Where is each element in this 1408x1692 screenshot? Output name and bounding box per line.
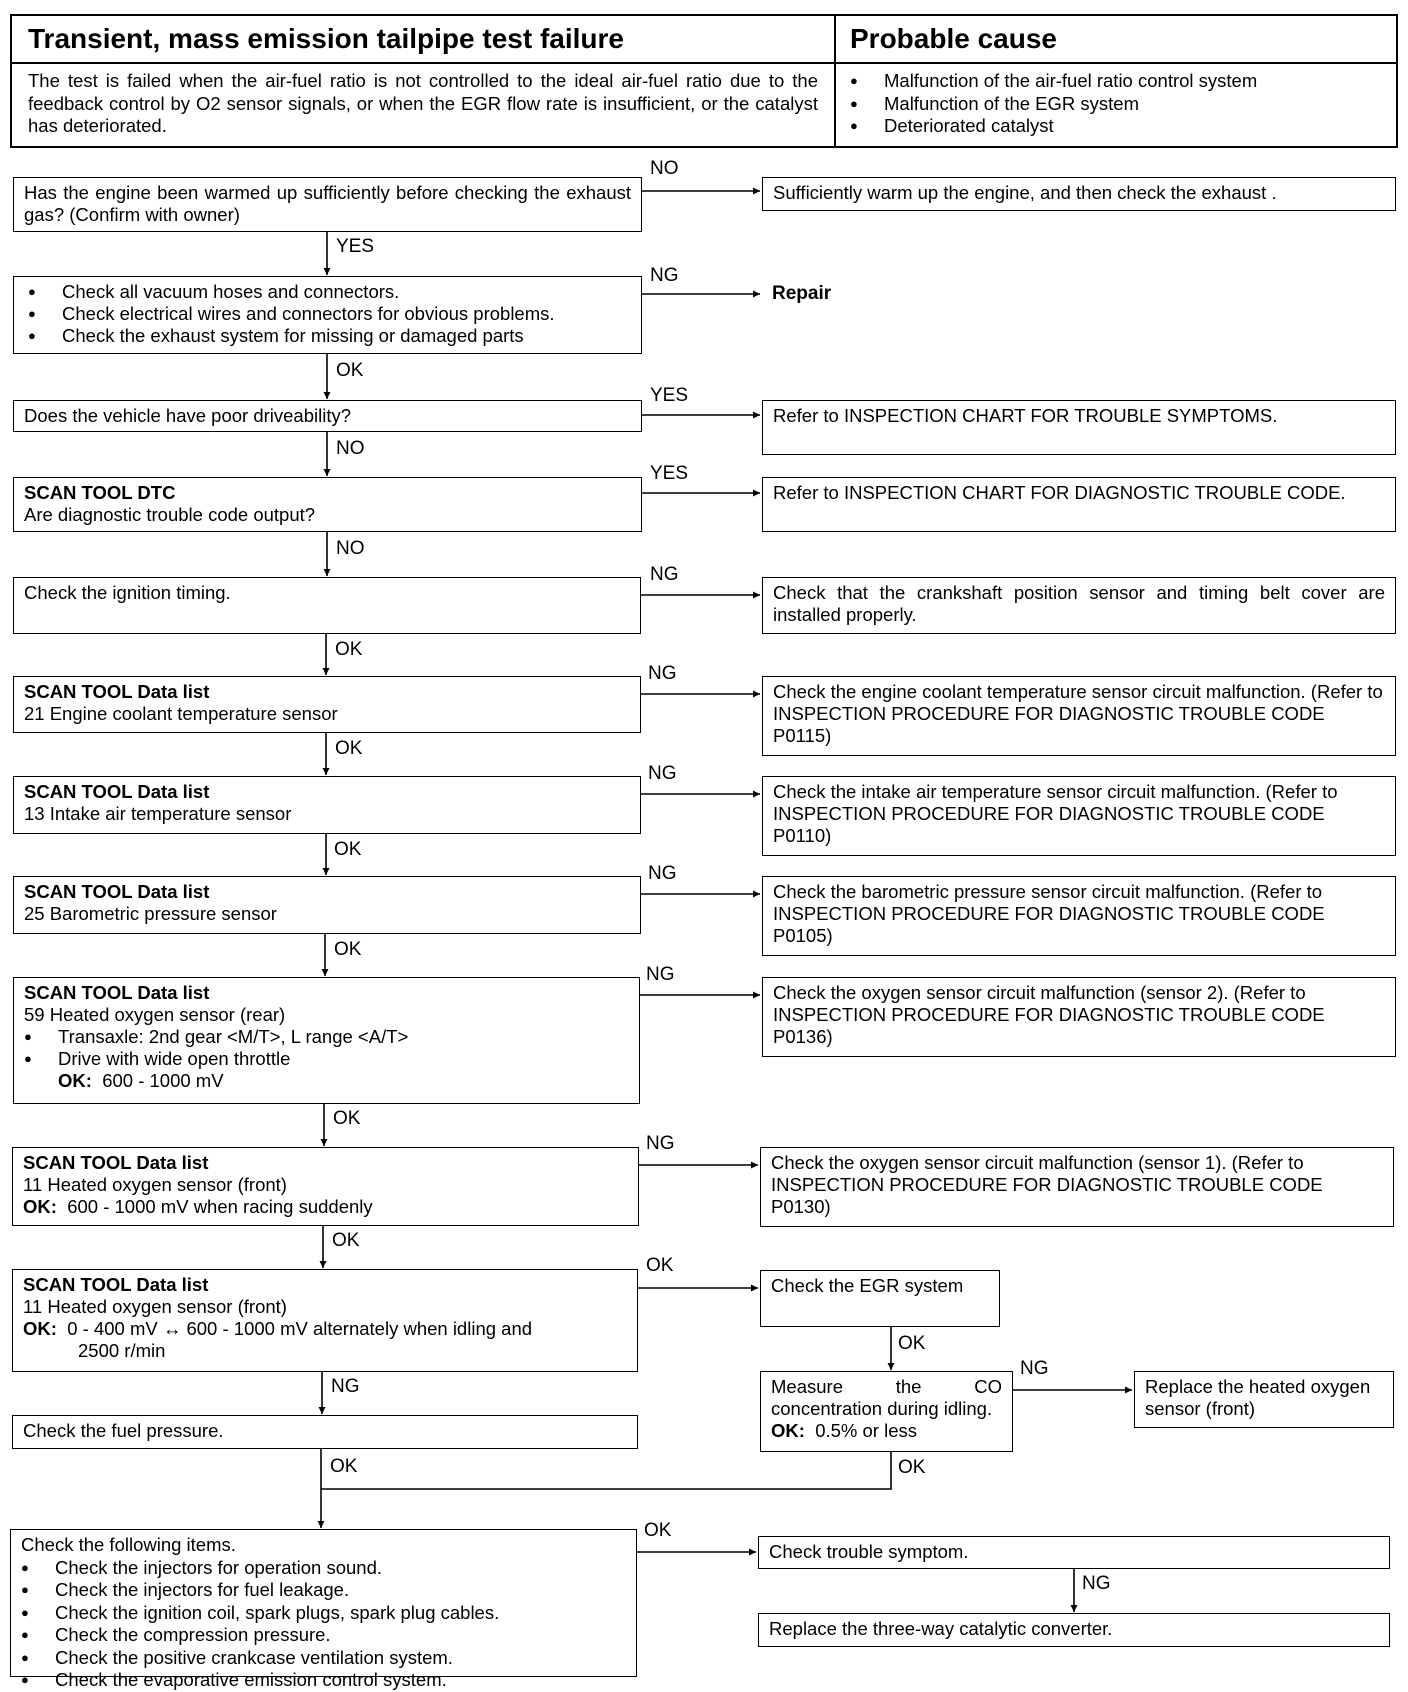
ok-label: OK:: [23, 1318, 57, 1339]
result-o2-front: [760, 1147, 1394, 1227]
branch-label-ng: NG: [650, 265, 679, 286]
branch-label-no: NO: [336, 438, 365, 459]
step-title: SCAN TOOL Data list: [23, 1274, 209, 1295]
step-text: Are diagnostic trouble code output?: [24, 504, 316, 525]
branch-label-ok: OK: [646, 1255, 674, 1276]
step-text: Does the vehicle have poor driveability?: [24, 405, 352, 426]
ok-value: 0.5% or less: [815, 1420, 917, 1441]
result-repair: Repair: [772, 283, 832, 304]
result-text: Replace the heated oxygen sensor (front): [1145, 1376, 1371, 1419]
step-item: ● Check all vacuum hoses and connectors.: [28, 281, 631, 303]
step-text: 59 Heated oxygen sensor (rear): [24, 1004, 286, 1025]
result-text: Check trouble symptom.: [769, 1541, 969, 1562]
branch-label-ok: OK: [332, 1230, 360, 1251]
result-ect: [762, 676, 1396, 756]
step-text: Check the following items.: [21, 1534, 236, 1555]
step-title: SCAN TOOL Data list: [24, 781, 210, 802]
step-scan-o2-front-racing: [12, 1147, 639, 1226]
result-text: Refer to INSPECTION CHART FOR TROUBLE SYMPTOMS.: [773, 405, 1278, 426]
result-text: Replace the three-way catalytic converter.: [769, 1618, 1113, 1639]
step-final-checklist: [10, 1529, 637, 1690]
branch-label-ok: OK: [898, 1457, 926, 1478]
step-ok-criteria: [23, 1318, 627, 1340]
step-title: SCAN TOOL DTC: [24, 482, 176, 503]
cause-item: ● Malfunction of the air-fuel ratio control system: [850, 70, 1382, 93]
probable-cause-title: Probable cause: [836, 16, 1396, 64]
result-check-symptom: [758, 1536, 1390, 1569]
branch-label-ok: OK: [333, 1108, 361, 1129]
result-text: Check the intake air temperature sensor circuit malfunction. (Refer to INSPECTION PROCEDURE FOR DIAGNOSTIC TROUBLE CODE P0110): [773, 781, 1338, 846]
result-egr: [760, 1270, 1000, 1327]
branch-label-ok: OK: [334, 939, 362, 960]
result-ok-criteria: [771, 1420, 1002, 1442]
ok-value: 0 - 400 mV ↔ 600 - 1000 mV alternately when idling and: [67, 1318, 533, 1339]
step-item: ● Check the positive crankcase ventilation system.: [21, 1647, 626, 1670]
branch-label-ok: OK: [898, 1333, 926, 1354]
result-text: Check the engine coolant temperature sensor circuit malfunction. (Refer to INSPECTION PROCEDURE FOR DIAGNOSTIC TROUBLE CODE P0115): [773, 681, 1383, 746]
ok-value-continued: 2500 r/min: [78, 1340, 166, 1361]
step-text: 21 Engine coolant temperature sensor: [24, 703, 338, 724]
step-ok-criteria: [23, 1196, 628, 1218]
step-scan-o2-rear: [13, 977, 640, 1104]
step-fuel-pressure: [12, 1415, 638, 1449]
step-scan-ect: [13, 676, 641, 733]
result-text: Check the oxygen sensor circuit malfunction (sensor 1). (Refer to INSPECTION PROCEDURE FOR DIAGNOSTIC TROUBLE CODE P0130): [771, 1152, 1323, 1217]
result-driveability: [762, 400, 1396, 455]
step-warmup-check: [13, 177, 642, 232]
step-title: SCAN TOOL Data list: [24, 681, 210, 702]
step-item: ● Drive with wide open throttle: [24, 1048, 629, 1070]
ok-label: OK:: [23, 1196, 57, 1217]
branch-label-ng: NG: [648, 663, 677, 684]
ok-value: 600 - 1000 mV when racing suddenly: [67, 1196, 373, 1217]
header-description: The test is failed when the air-fuel ratio is not controlled to the ideal air-fuel ratio due to the feedback control by O2 sensor signals, or when the EGR flow rate is insufficient, or the catalyst has deteriorated.: [12, 64, 836, 146]
step-item: ● Check the ignition coil, spark plugs, spark plug cables.: [21, 1602, 626, 1625]
branch-label-ok: OK: [335, 738, 363, 759]
step-text: 11 Heated oxygen sensor (front): [23, 1296, 287, 1317]
result-replace-o2: [1134, 1371, 1394, 1428]
result-text: Check the oxygen sensor circuit malfunction (sensor 2). (Refer to INSPECTION PROCEDURE FOR DIAGNOSTIC TROUBLE CODE P0136): [773, 982, 1325, 1047]
step-item: ● Check the exhaust system for missing or damaged parts: [28, 325, 631, 347]
result-warmup: [762, 177, 1396, 211]
step-text: 13 Intake air temperature sensor: [24, 803, 292, 824]
branch-label-ng: NG: [646, 964, 675, 985]
step-scan-o2-front-idle: [12, 1269, 638, 1372]
result-text: Refer to INSPECTION CHART FOR DIAGNOSTIC TROUBLE CODE.: [773, 482, 1346, 503]
branch-label-ng: NG: [646, 1133, 675, 1154]
branch-label-ok: OK: [336, 360, 364, 381]
result-text: Check that the crankshaft position sensor and timing belt cover are installed properly.: [773, 582, 1385, 625]
result-co-measure: [760, 1371, 1013, 1452]
step-text: Check the ignition timing.: [24, 582, 231, 603]
ok-label: OK:: [771, 1420, 805, 1441]
step-scan-iat: [13, 776, 641, 834]
step-title: SCAN TOOL Data list: [24, 881, 210, 902]
step-scan-baro: [13, 876, 641, 934]
result-text: Measure the CO concentration during idling.: [771, 1376, 1002, 1419]
step-item: ● Check the injectors for fuel leakage.: [21, 1579, 626, 1602]
step-basic-inspection: [13, 276, 642, 354]
branch-label-ok: OK: [335, 639, 363, 660]
branch-label-ok: OK: [334, 839, 362, 860]
branch-label-no: NO: [650, 158, 679, 179]
result-text: Sufficiently warm up the engine, and then check the exhaust .: [773, 182, 1277, 203]
result-ignition: [762, 577, 1396, 634]
step-text: Check the fuel pressure.: [23, 1420, 224, 1441]
step-driveability-check: [13, 400, 642, 432]
branch-label-no: NO: [336, 538, 365, 559]
result-iat: [762, 776, 1396, 856]
header-title: Transient, mass emission tailpipe test failure: [12, 16, 836, 64]
branch-label-ng: NG: [650, 564, 679, 585]
result-baro: [762, 876, 1396, 956]
branch-label-ng: NG: [1082, 1573, 1111, 1594]
step-ignition-timing: [13, 577, 641, 634]
step-ok-criteria: [24, 1070, 629, 1092]
step-scan-tool-dtc: [13, 477, 642, 532]
result-dtc: [762, 477, 1396, 532]
step-title: SCAN TOOL Data list: [23, 1152, 209, 1173]
branch-label-yes: YES: [650, 385, 689, 406]
ok-value: 600 - 1000 mV: [102, 1070, 224, 1091]
cause-item: ● Malfunction of the EGR system: [850, 93, 1382, 116]
result-text: Check the EGR system: [771, 1275, 964, 1296]
branch-label-yes: YES: [336, 236, 375, 257]
step-text: 25 Barometric pressure sensor: [24, 903, 277, 924]
step-item: ● Check the injectors for operation sound.: [21, 1557, 626, 1580]
step-item: ● Check the evaporative emission control system.: [21, 1669, 626, 1692]
ok-label: OK:: [58, 1070, 92, 1091]
step-title: SCAN TOOL Data list: [24, 982, 210, 1003]
branch-label-ng: NG: [1020, 1358, 1049, 1379]
result-o2-rear: [762, 977, 1396, 1057]
branch-label-ok: OK: [330, 1456, 358, 1477]
step-text: 11 Heated oxygen sensor (front): [23, 1174, 287, 1195]
branch-label-ng: NG: [648, 863, 677, 884]
branch-label-ok: OK: [644, 1520, 672, 1541]
cause-item: ● Deteriorated catalyst: [850, 115, 1382, 138]
step-item: ● Transaxle: 2nd gear <M/T>, L range <A/T>: [24, 1026, 629, 1048]
step-text: Has the engine been warmed up sufficiently before checking the exhaust gas? (Confirm with owner): [24, 182, 631, 225]
branch-label-yes: YES: [650, 463, 689, 484]
step-item: ● Check the compression pressure.: [21, 1624, 626, 1647]
result-replace-catalyst: [758, 1613, 1390, 1647]
branch-label-ng: NG: [331, 1376, 360, 1397]
branch-label-ng: NG: [648, 763, 677, 784]
step-item: ● Check electrical wires and connectors for obvious problems.: [28, 303, 631, 325]
result-text: Check the barometric pressure sensor circuit malfunction. (Refer to INSPECTION PROCEDURE FOR DIAGNOSTIC TROUBLE CODE P0105): [773, 881, 1325, 946]
